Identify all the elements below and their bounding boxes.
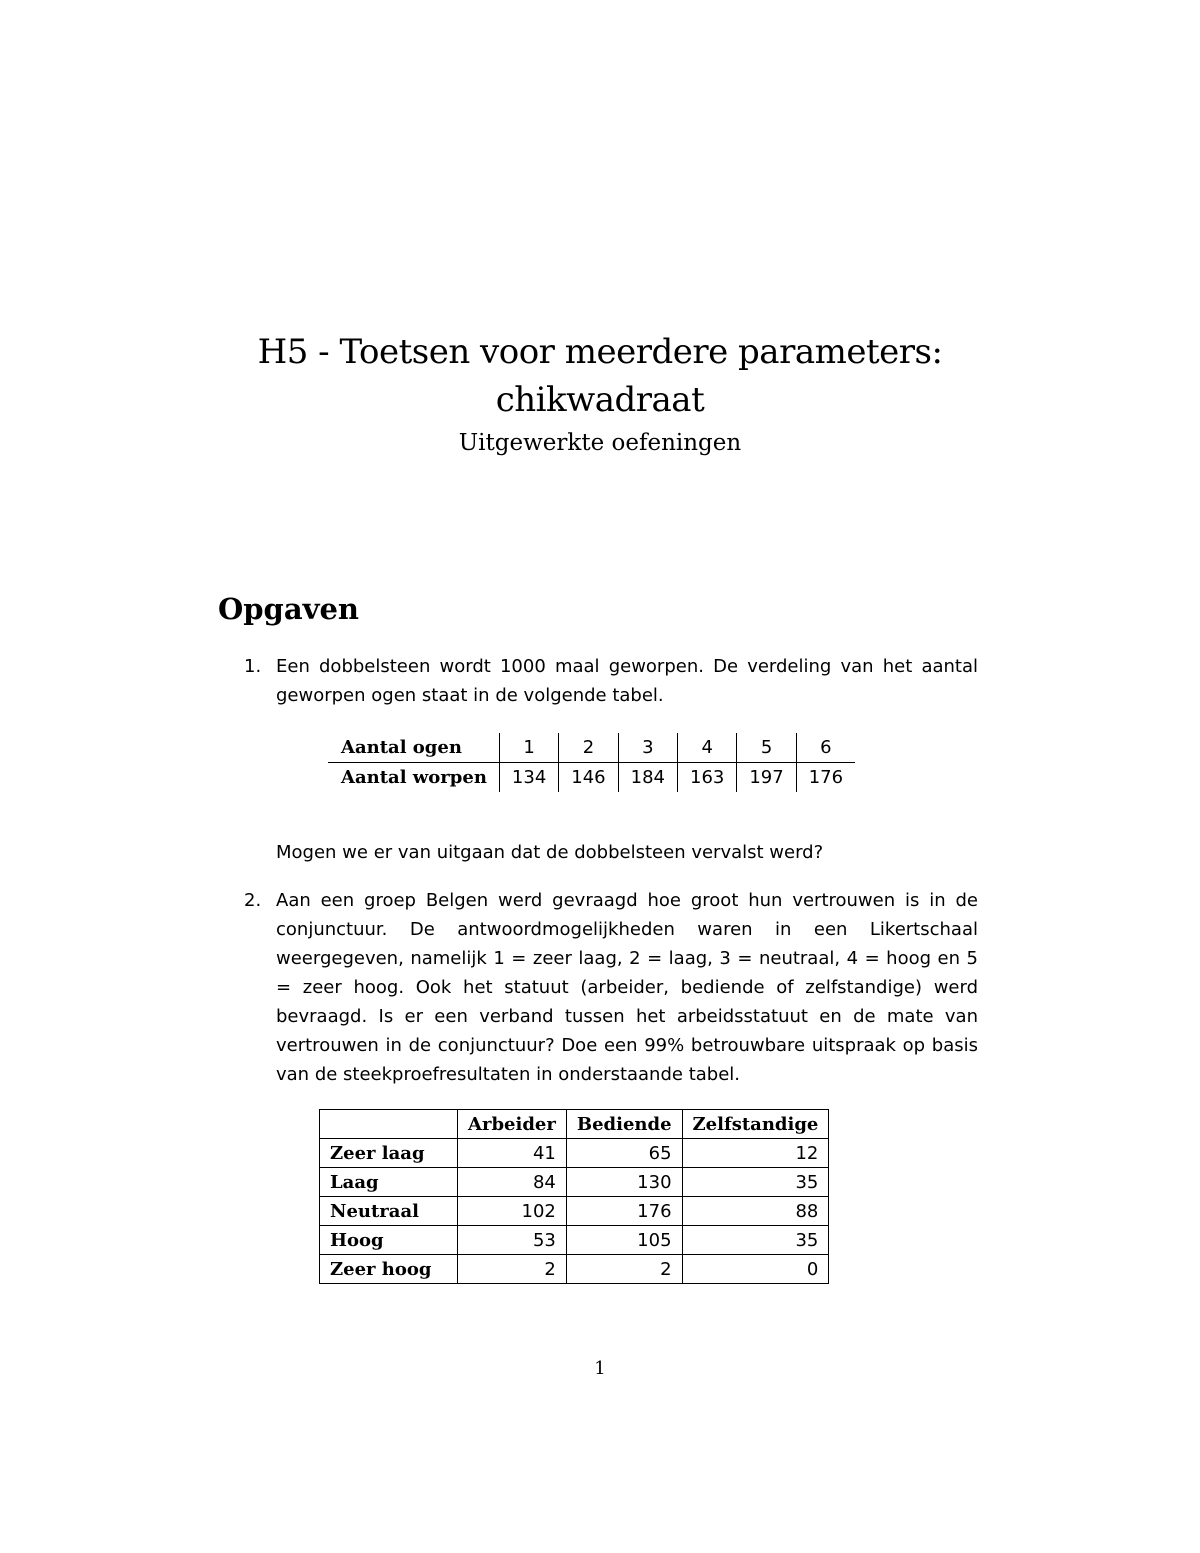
confidence-table-cell: 105 xyxy=(566,1226,682,1255)
confidence-table-row-header: Hoog xyxy=(320,1226,458,1255)
dice-table xyxy=(328,733,855,792)
confidence-table-column-header: Zelfstandige xyxy=(682,1110,829,1139)
confidence-table-row-header: Zeer hoog xyxy=(320,1255,458,1284)
confidence-table-cell: 0 xyxy=(682,1255,829,1284)
table-row xyxy=(320,1139,829,1168)
exercise-1-number: 1. xyxy=(244,656,262,677)
dice-table-cell: 5 xyxy=(737,733,796,763)
dice-table-cell: 1 xyxy=(499,733,558,763)
confidence-table-cell: 130 xyxy=(566,1168,682,1197)
confidence-table-row-header: Laag xyxy=(320,1168,458,1197)
document-title-line-2: chikwadraat xyxy=(495,380,705,420)
confidence-table-row-header: Zeer laag xyxy=(320,1139,458,1168)
dice-table-cell: 197 xyxy=(737,763,796,793)
confidence-table-column-header: Arbeider xyxy=(458,1110,567,1139)
dice-table-cell: 3 xyxy=(618,733,677,763)
exercise-2-text: Aan een groep Belgen werd gevraagd hoe groot hun vertrouwen is in de conjunctuur. De antwoordmogelijkheden waren in een Likertschaal weergegeven, namelijk 1 = zeer laag, 2 = laag, 3 = neutraal, 4 = hoog en 5 = zeer hoog. Ook het statuut (arbeider, bediende of zelfstandige) werd bevraagd. Is er een verband tussen het arbeidsstatuut en de mate van vertrouwen in de conjunctuur? Doe een 99% betrouwbare uitspraak op basis van de steekproefresultaten in onderstaande tabel. xyxy=(276,890,978,1085)
confidence-table xyxy=(319,1109,829,1284)
confidence-table-cell: 102 xyxy=(458,1197,567,1226)
table-row xyxy=(320,1255,829,1284)
confidence-table-cell: 35 xyxy=(682,1226,829,1255)
dice-table-cell: 163 xyxy=(678,763,737,793)
dice-table-row-header: Aantal worpen xyxy=(341,767,487,788)
dice-table-cell: 4 xyxy=(678,733,737,763)
document-subtitle: Uitgewerkte oefeningen xyxy=(458,430,742,456)
dice-table-cell: 176 xyxy=(796,763,855,793)
confidence-table-cell: 176 xyxy=(566,1197,682,1226)
confidence-table-corner xyxy=(320,1110,458,1139)
confidence-table-cell: 65 xyxy=(566,1139,682,1168)
document-title-block xyxy=(0,328,1200,460)
dice-table-row-worpen xyxy=(328,763,855,793)
table-row xyxy=(320,1168,829,1197)
confidence-table-row-header: Neutraal xyxy=(320,1197,458,1226)
confidence-table-cell: 41 xyxy=(458,1139,567,1168)
confidence-table-cell: 84 xyxy=(458,1168,567,1197)
dice-table-cell: 6 xyxy=(796,733,855,763)
exercise-2-number: 2. xyxy=(244,890,262,911)
confidence-table-cell: 35 xyxy=(682,1168,829,1197)
confidence-table-cell: 88 xyxy=(682,1197,829,1226)
page-number: 1 xyxy=(594,1358,606,1379)
confidence-table-cell: 2 xyxy=(458,1255,567,1284)
dice-table-row-ogen xyxy=(328,733,855,763)
confidence-table-cell: 2 xyxy=(566,1255,682,1284)
dice-table-row-header: Aantal ogen xyxy=(328,733,499,763)
confidence-table-cell: 12 xyxy=(682,1139,829,1168)
dice-table-cell: 146 xyxy=(559,763,618,793)
confidence-table-column-header: Bediende xyxy=(566,1110,682,1139)
document-title-line-1: H5 - Toetsen voor meerdere parameters: xyxy=(257,332,943,372)
dice-table-cell: 184 xyxy=(618,763,677,793)
exercise-1-question: Mogen we er van uitgaan dat de dobbelsteen vervalst werd? xyxy=(276,842,824,863)
section-heading: Opgaven xyxy=(218,592,359,626)
exercise-1-text: Een dobbelsteen wordt 1000 maal geworpen. De verdeling van het aantal geworpen ogen staat in de volgende tabel. xyxy=(276,656,978,706)
table-row xyxy=(320,1226,829,1255)
confidence-table-header-row xyxy=(320,1110,829,1139)
table-row xyxy=(320,1197,829,1226)
dice-table-cell: 2 xyxy=(559,733,618,763)
confidence-table-cell: 53 xyxy=(458,1226,567,1255)
dice-table-cell: 134 xyxy=(499,763,558,793)
